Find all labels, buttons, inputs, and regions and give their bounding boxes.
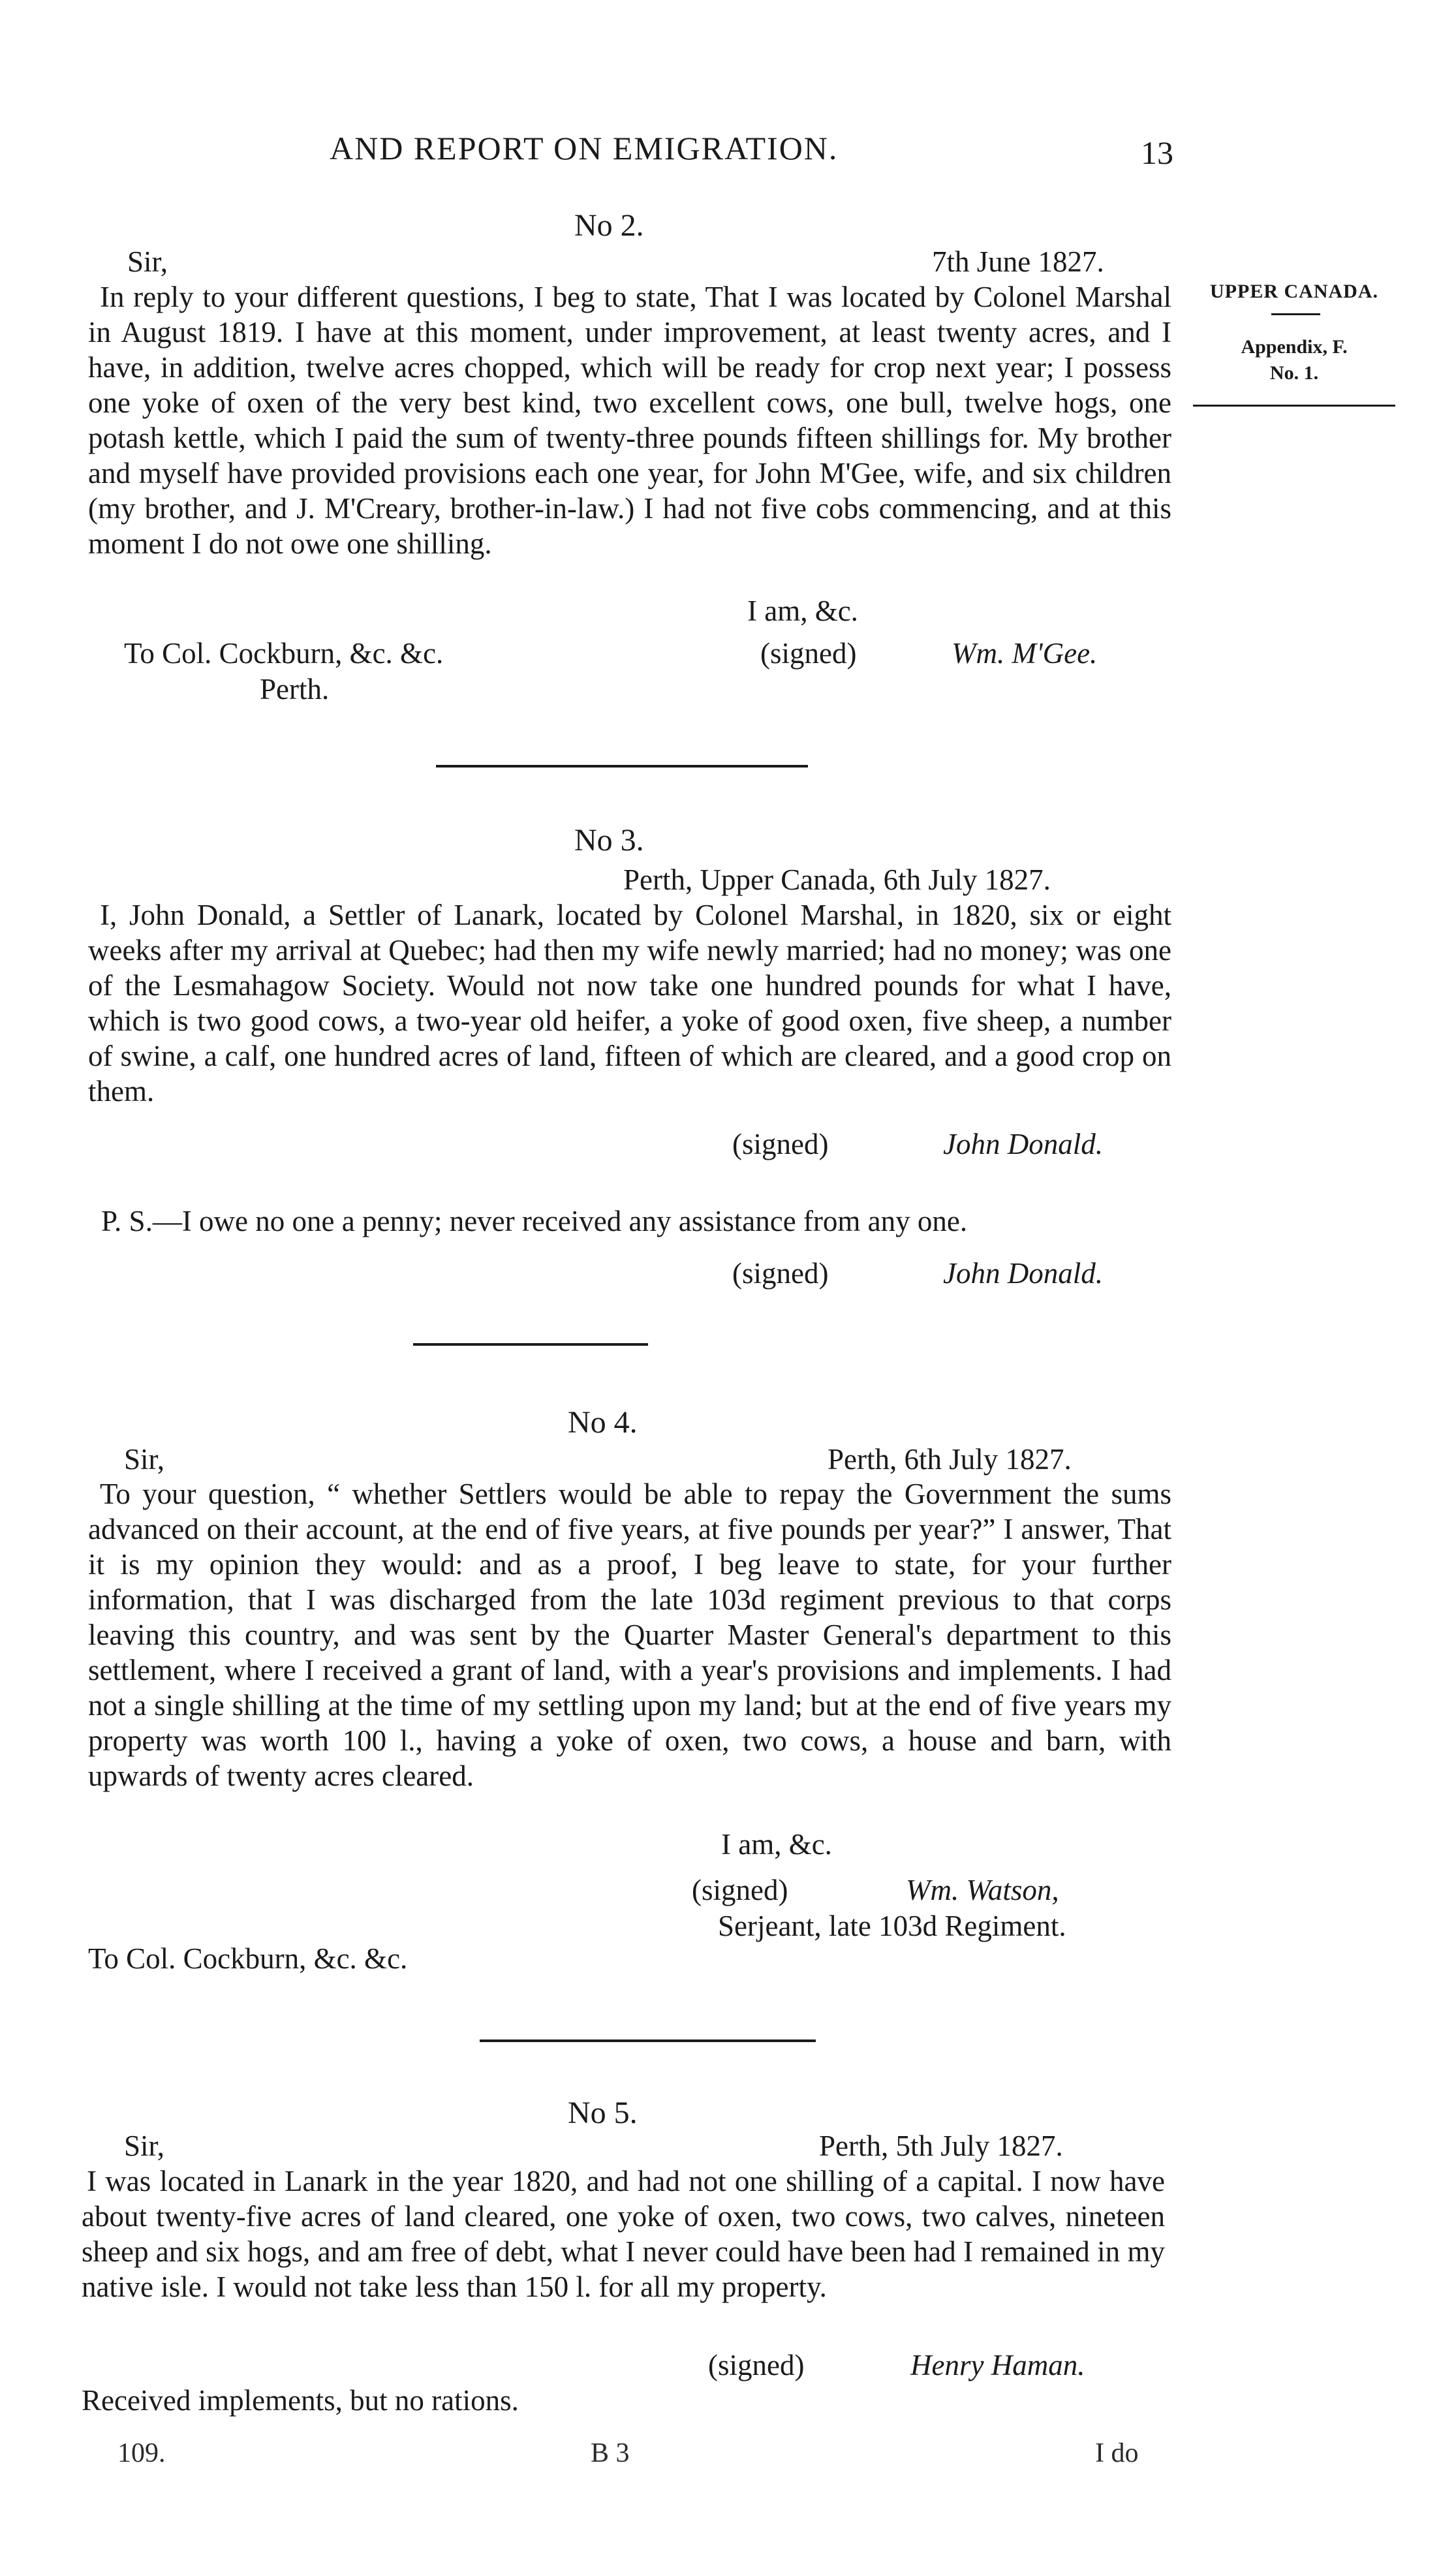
letter-3-number: No 3. xyxy=(574,823,644,858)
letter-4-addressee: To Col. Cockburn, &c. &c. xyxy=(88,1942,408,1975)
letter-3-body: I, John Donald, a Settler of Lanark, located by Colonel Marshal, in 1820, six or eight weeks after my arrival at Quebec; had then my wife newly married; had no money; was one of the Lesmahagow Society. Would not now take one hundred pounds for what I have, which is two good cows, a two-year old heifer, a yoke of good oxen, five sheep, a number of swine, a calf, one hundred acres of land, fifteen of which are cleared, and a good crop on them. xyxy=(88,899,1171,1108)
margin-appendix-label xyxy=(1213,334,1376,386)
section-divider xyxy=(480,2039,816,2042)
letter-5-signed-label: (signed) xyxy=(708,2349,805,2381)
letter-2-addressee-place: Perth. xyxy=(260,673,330,706)
margin-appendix: Appendix, F. xyxy=(1241,336,1348,358)
letter-3-signature: John Donald. xyxy=(943,1128,1103,1160)
footer-reference: 109. xyxy=(117,2438,166,2468)
section-divider xyxy=(436,765,808,768)
letter-3-postscript: P. S.—I owe no one a penny; never received any assistance from any one. xyxy=(101,1205,968,1237)
signature-mark: B 3 xyxy=(591,2438,630,2468)
letter-2-addressee: To Col. Cockburn, &c. &c. xyxy=(124,637,444,670)
section-divider xyxy=(413,1343,648,1346)
letter-3-signed-label: (signed) xyxy=(732,1128,829,1160)
letter-2-date: 7th June 1827. xyxy=(932,245,1104,278)
letter-4-date: Perth, 6th July 1827. xyxy=(828,1443,1072,1476)
letter-2-body: In reply to your different questions, I beg to state, That I was located by Colonel Marshal in August 1819. I have at this moment, under improvement, at least twenty acres, and I have, in addition, twelve acres chopped, which will be ready for crop next year; I possess one yoke of oxen of the very best kind, two excellent cows, one bull, twelve hogs, one potash kettle, which I paid the sum of twenty-three pounds fifteen shillings for. My brother and myself have provided provisions each one year, for John M'Gee, wife, and six children (my brother, and J. M'Creary, brother-in-law.) I had not five cobs commencing, and at this moment I do not owe one shilling. xyxy=(88,281,1171,560)
page-number: 13 xyxy=(1141,134,1173,171)
letter-4-closing: I am, &c. xyxy=(721,1828,832,1861)
running-title: AND REPORT ON EMIGRATION. xyxy=(330,130,839,166)
letter-5-date: Perth, 5th July 1827. xyxy=(819,2130,1063,2162)
letter-2-salutation: Sir, xyxy=(127,245,168,278)
letter-5-number: No 5. xyxy=(568,2096,638,2130)
margin-appendix-number: No. 1. xyxy=(1269,362,1319,384)
margin-short-divider xyxy=(1271,313,1320,315)
letter-2-closing: I am, &c. xyxy=(747,595,858,627)
letter-4-salutation: Sir, xyxy=(124,1443,164,1476)
margin-long-divider xyxy=(1193,405,1395,407)
letter-2-number: No 2. xyxy=(574,208,644,243)
letter-2-signature: Wm. M'Gee. xyxy=(952,637,1098,670)
letter-4-rank: Serjeant, late 103d Regiment. xyxy=(718,1910,1066,1942)
margin-region-label: UPPER CANADA. xyxy=(1210,281,1378,302)
letter-3-ps-signed-label: (signed) xyxy=(732,1257,829,1290)
letter-4-signed-label: (signed) xyxy=(692,1874,788,1906)
letter-4-body: To your question, “ whether Settlers would be able to repay the Government the sums advanced on their account, at the end of five years, at five pounds per year?” I answer, That it is my opinion they would: and as a proof, I beg leave to state, for your further information, that I was discharged from the late 103d regiment previous to that corps leaving this country, and was sent by the Quarter Master General's department to this settlement, where I received a grant of land, with a year's provisions and implements. I had not a single shilling at the time of my settling upon my land; but at the end of five years my property was worth 100 l., having a yoke of oxen, two cows, a house and barn, with upwards of twenty acres cleared. xyxy=(88,1478,1171,1792)
letter-3-ps-signature: John Donald. xyxy=(943,1257,1103,1290)
letter-4-number: No 4. xyxy=(568,1405,638,1440)
letter-4-signature: Wm. Watson, xyxy=(906,1874,1059,1906)
letter-5-salutation: Sir, xyxy=(124,2130,164,2162)
letter-5-note: Received implements, but no rations. xyxy=(82,2384,519,2417)
letter-2-signed-label: (signed) xyxy=(760,637,857,670)
catchword: I do xyxy=(1095,2438,1139,2468)
letter-3-date: Perth, Upper Canada, 6th July 1827. xyxy=(623,863,1051,896)
letter-5-body: I was located in Lanark in the year 1820, and had not one shilling of a capital. I now have about twenty-five acres of land cleared, one yoke of oxen, two cows, two calves, nineteen sheep and six hogs, and am free of debt, what I never could have been had I remained in my native isle. I would not take less than 150 l. for all my property. xyxy=(82,2165,1165,2303)
letter-5-signature: Henry Haman. xyxy=(910,2349,1085,2381)
